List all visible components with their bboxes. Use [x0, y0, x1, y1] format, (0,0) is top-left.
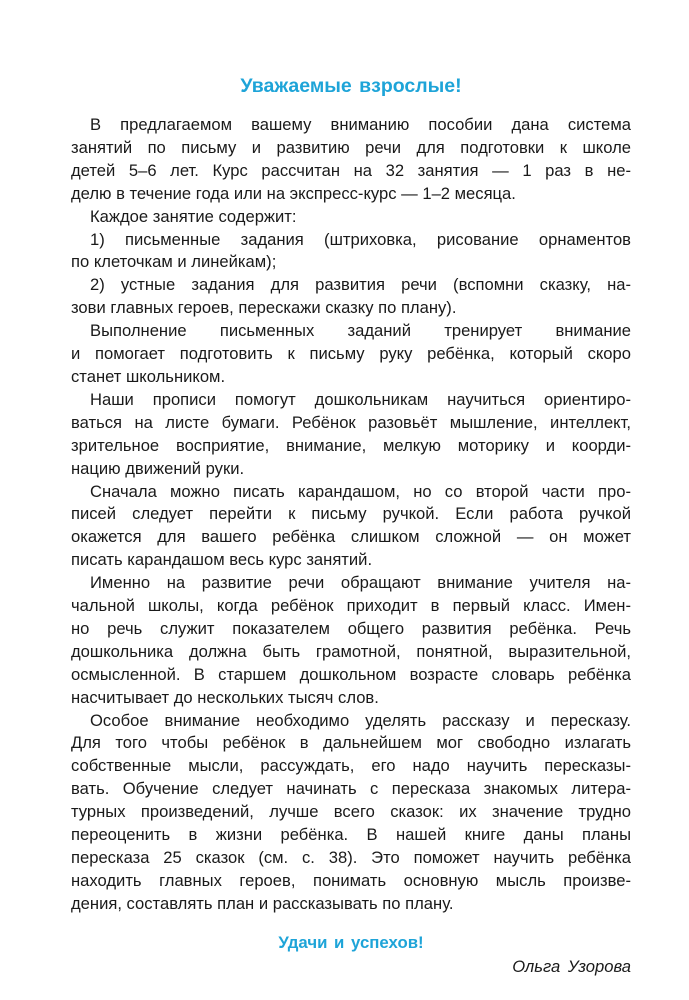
page	[71, 72, 631, 978]
text-line: занятий по письму и развитию речи для подготовки к школе	[71, 137, 631, 157]
text-line: собственные мысли, рассуждать, его надо научить пересказы-	[71, 756, 631, 776]
text-line: переоценить в жизни ребёнка. В нашей книге даны планы	[71, 825, 631, 845]
paragraph	[71, 710, 631, 916]
body-text	[71, 114, 631, 916]
closing-wish: Удачи и успехов!	[278, 932, 424, 952]
text-line: вать. Обучение следует начинать с пересказа знакомых литера-	[71, 779, 631, 799]
text-line: окажется для вашего ребёнка слишком сложной — он может	[71, 527, 631, 547]
text-line: насчитывает до нескольких тысяч слов.	[71, 687, 379, 707]
text-line: ваться на листе бумаги. Ребёнок разовьёт мышление, интеллект,	[71, 412, 631, 432]
text-line: Особое внимание необходимо уделять рассказу и пересказу.	[90, 710, 631, 730]
paragraph	[71, 229, 631, 275]
text-line: В предлагаемом вашему вниманию пособии дана система	[90, 115, 631, 134]
text-line: осмысленной. В старшем дошкольном возрасте словарь ребёнка	[71, 664, 631, 684]
text-line: пересказа 25 сказок (см. с. 38). Это поможет научить ребёнка	[71, 848, 631, 867]
author-signature: Ольга Узорова	[512, 956, 631, 976]
paragraph	[71, 572, 631, 709]
paragraph	[71, 206, 631, 229]
text-line: дошкольника должна быть грамотной, понятной, выразительной,	[71, 641, 631, 661]
text-line: Каждое занятие содержит:	[90, 206, 297, 226]
paragraph	[71, 320, 631, 389]
text-line: Наши прописи помогут дошкольникам научиться ориентиро-	[90, 389, 631, 409]
text-line: турных произведений, лучше всего сказок: их значение трудно	[71, 802, 631, 822]
text-line: делю в течение года или на экспресс-курс — 1–2 месяца.	[71, 183, 516, 203]
paragraph	[71, 481, 631, 573]
text-line: Выполнение письменных заданий тренирует внимание	[90, 321, 631, 341]
text-line: дения, составлять план и рассказывать по плану.	[71, 893, 454, 913]
text-line: и помогает подготовить к письму руку ребёнка, который скоро	[71, 344, 631, 364]
text-line: находить главных героев, понимать основную мысль произве-	[71, 870, 631, 890]
text-line: чальной школы, когда ребёнок приходит в первый класс. Имен-	[71, 596, 631, 616]
text-line: но речь служит показателем общего развития ребёнка. Речь	[71, 618, 631, 638]
text-line: 2) устные задания для развития речи (вспомни сказку, на-	[90, 275, 631, 295]
text-line: зрительное восприятие, внимание, мелкую моторику и коорди-	[71, 435, 631, 455]
text-line: зови главных героев, перескажи сказку по плану).	[71, 298, 457, 318]
text-line: Именно на развитие речи обращают внимание учителя на-	[90, 573, 631, 593]
page-heading: Уважаемые взрослые!	[240, 75, 462, 97]
text-line: 1) письменные задания (штриховка, рисование орнаментов	[90, 229, 631, 249]
paragraph	[71, 114, 631, 206]
text-line: по клеточкам и линейкам);	[71, 252, 277, 272]
text-line: Для того чтобы ребёнок в дальнейшем мог свободно излагать	[71, 733, 631, 753]
paragraph	[71, 389, 631, 481]
text-line: писать карандашом весь курс занятий.	[71, 550, 373, 570]
text-line: нацию движений руки.	[71, 458, 245, 478]
paragraph	[71, 274, 631, 320]
text-line: станет школьником.	[71, 366, 226, 386]
text-line: Сначала можно писать карандашом, но со второй части про-	[90, 481, 631, 501]
text-line: писей следует перейти к письму ручкой. Если работа ручкой	[71, 504, 631, 524]
text-line: детей 5–6 лет. Курс рассчитан на 32 занятия — 1 раз в не-	[71, 160, 631, 180]
